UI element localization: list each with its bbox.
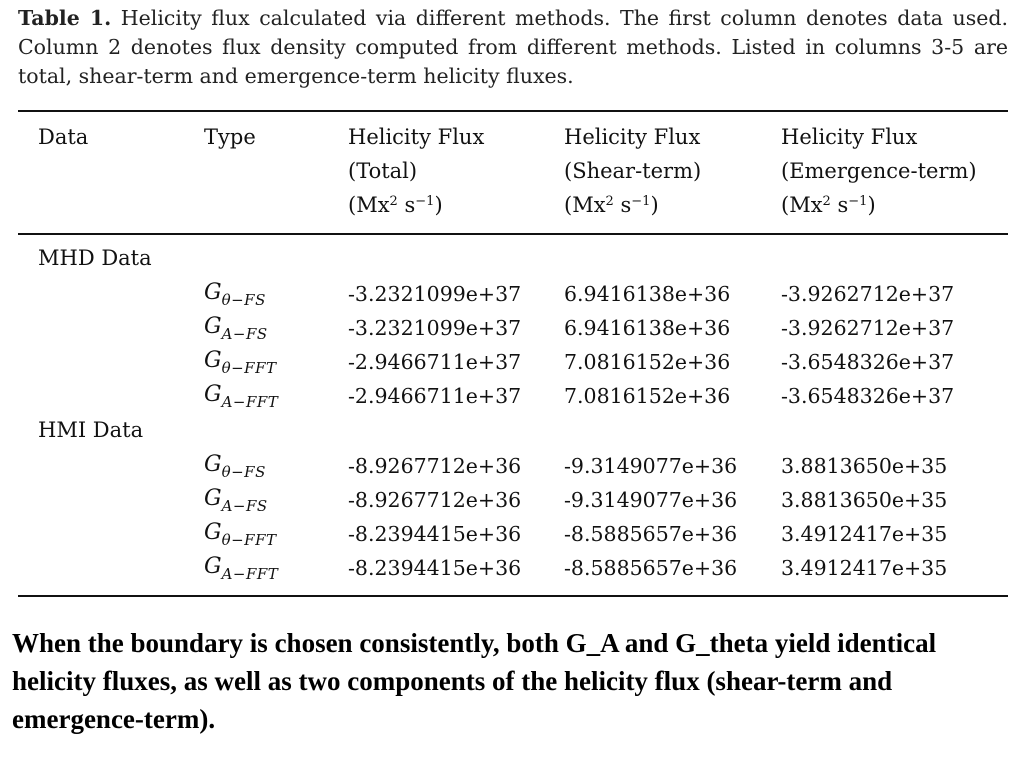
total-cell: -3.2321099e+37	[348, 316, 522, 340]
type-cell: $G_{A-FFT}$	[204, 554, 279, 583]
type-cell: $G_{\theta-FS}$	[204, 452, 266, 481]
emergence-cell: -3.9262712e+37	[781, 282, 955, 306]
header-emergence	[781, 120, 977, 222]
total-cell: -8.2394415e+36	[348, 522, 522, 546]
total-cell: -2.9466711e+37	[348, 384, 522, 408]
summary-note: When the boundary is chosen consistently, both G_A and G_theta yield identical helicity fluxes, as well as two components of the helicity flux (shear-term and emergence-term).	[12, 628, 937, 734]
type-cell: $G_{\theta-FFT}$	[204, 520, 277, 549]
header-total-line1: Helicity Flux	[348, 125, 485, 149]
shear-cell: -8.5885657e+36	[564, 556, 738, 580]
shear-cell: 6.9416138e+36	[564, 316, 731, 340]
header-total	[348, 120, 484, 222]
emergence-cell: -3.9262712e+37	[781, 316, 955, 340]
total-cell: -8.9267712e+36	[348, 488, 522, 512]
type-cell: $G_{\theta-FS}$	[204, 280, 266, 309]
header-type: Type	[204, 125, 256, 149]
group-label-mhd: MHD Data	[38, 246, 152, 270]
table-top-rule	[18, 110, 1008, 112]
emergence-cell: 3.8813650e+35	[781, 488, 948, 512]
total-cell: -8.9267712e+36	[348, 454, 522, 478]
shear-cell: -8.5885657e+36	[564, 522, 738, 546]
total-cell: -2.9466711e+37	[348, 350, 522, 374]
total-cell: -3.2321099e+37	[348, 282, 522, 306]
header-shear	[564, 120, 701, 222]
header-shear-line2: (Shear-term)	[564, 159, 702, 183]
table-caption	[18, 4, 1008, 91]
table-mid-rule	[18, 233, 1008, 235]
shear-cell: 7.0816152e+36	[564, 350, 731, 374]
header-data: Data	[38, 125, 89, 149]
shear-cell: -9.3149077e+36	[564, 488, 738, 512]
table-bottom-rule	[18, 595, 1008, 597]
type-cell: $G_{A-FFT}$	[204, 382, 279, 411]
emergence-cell: -3.6548326e+37	[781, 384, 955, 408]
emergence-cell: 3.4912417e+35	[781, 556, 948, 580]
header-emergence-line1: Helicity Flux	[781, 125, 918, 149]
total-cell: -8.2394415e+36	[348, 556, 522, 580]
type-cell: $G_{A-FS}$	[204, 314, 268, 343]
shear-cell: -9.3149077e+36	[564, 454, 738, 478]
header-emergence-unit: (Mx$^2$ $s^{-1}$)	[781, 193, 876, 217]
table-label: Table 1.	[18, 6, 112, 30]
header-shear-unit: (Mx$^2$ $s^{-1}$)	[564, 193, 659, 217]
shear-cell: 6.9416138e+36	[564, 282, 731, 306]
header-shear-line1: Helicity Flux	[564, 125, 701, 149]
emergence-cell: -3.6548326e+37	[781, 350, 955, 374]
type-cell: $G_{\theta-FFT}$	[204, 348, 277, 377]
header-emergence-line2: (Emergence-term)	[781, 159, 977, 183]
group-label-hmi: HMI Data	[38, 418, 144, 442]
emergence-cell: 3.8813650e+35	[781, 454, 948, 478]
header-total-line2: (Total)	[348, 159, 418, 183]
caption-text: Helicity flux calculated via different methods. The first column denotes data used. Column 2 denotes flux density computed from different methods. Listed in columns 3-5 are total, shear-term and emergence-term helicity fluxes.	[18, 6, 1008, 88]
emergence-cell: 3.4912417e+35	[781, 522, 948, 546]
header-total-unit: (Mx$^2$ $s^{-1}$)	[348, 193, 443, 217]
shear-cell: 7.0816152e+36	[564, 384, 731, 408]
type-cell: $G_{A-FS}$	[204, 486, 268, 515]
